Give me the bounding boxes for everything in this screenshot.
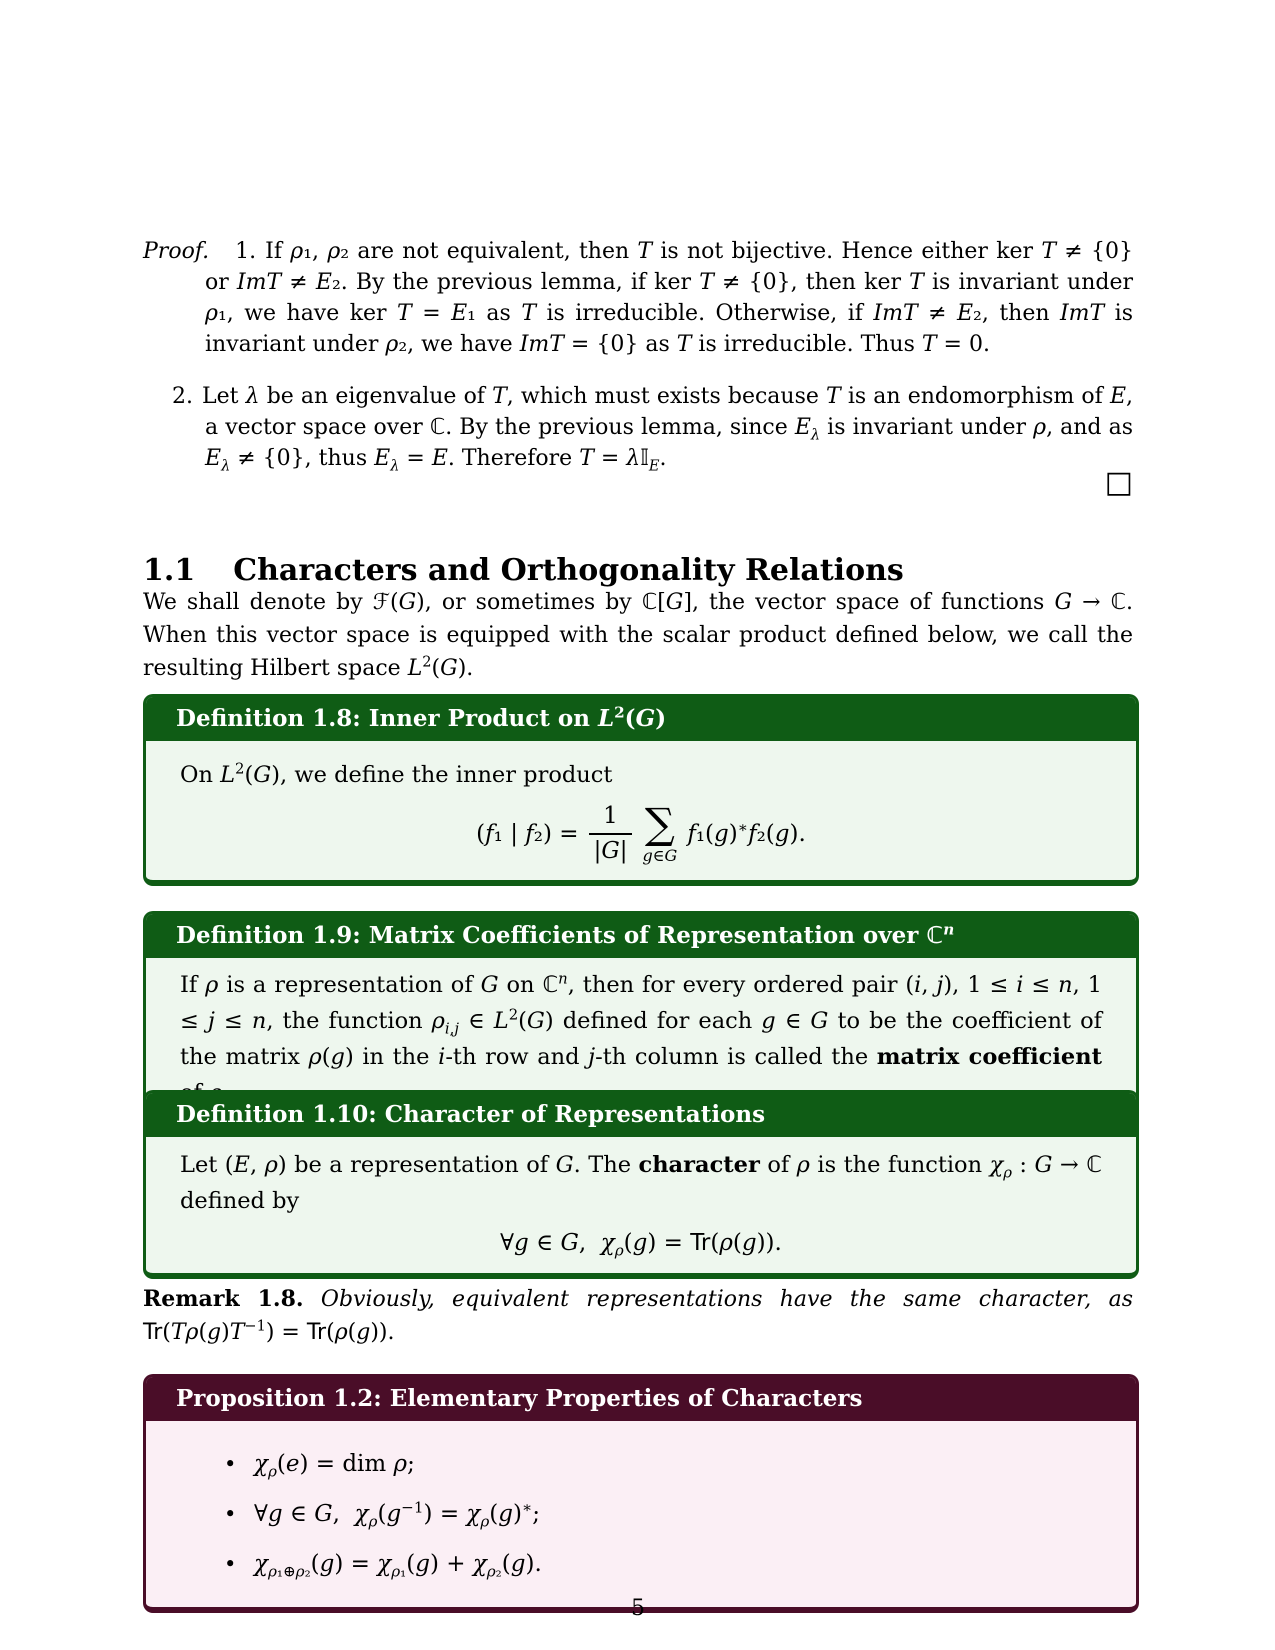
summation-index: g∈G — [642, 846, 678, 865]
section-number: 1.1 — [143, 552, 196, 588]
fraction-numerator: 1 — [603, 803, 618, 830]
page-number: 5 — [631, 1596, 645, 1621]
proposition-bullet-list — [180, 1437, 1102, 1591]
character-equation: ∀g ∈ G, $\chi_\rho(g) = Tr(\rho(g))$. — [500, 1230, 782, 1260]
proof — [143, 236, 1133, 474]
definition-1-10-body — [146, 1137, 1136, 1273]
proof-item-1 — [143, 236, 1133, 360]
proposition-bullet-2: • ∀g ∈ G, $\chi_\rho(g^{-1}) = \chi_\rho(g)^∗$; — [254, 1497, 1102, 1531]
definition-1-9-title: Definition 1.9: Matrix Coefficients of Representation over ℂ$^n$ — [146, 914, 1136, 958]
section-title: Characters and Orthogonality Relations — [233, 552, 904, 588]
intro-paragraph: We shall denote by ℱ(G), or sometimes by ℂ[G], the vector space of functions G → ℂ. When this vector space is equipped with the scalar product defined below, we call the resulting Hilbert space $L^2(G)$. — [143, 590, 1133, 681]
definition-1-8-body — [146, 741, 1136, 880]
definition-1-8-title: Definition 1.8: Inner Product on $L^2(G)$ — [146, 697, 1136, 741]
remark-label: Remark 1.8. — [143, 1286, 304, 1312]
equation-lhs: (f₁ | f₂) = — [476, 820, 579, 847]
proposition-bullet-3: • $\chi_{\rho_1\oplus\rho_2}(g) = \chi_{\rho_1}(g) + \chi_{\rho_2}(g)$. — [254, 1547, 1102, 1581]
definition-1-8-intro: On $L^2(G)$, we define the inner product — [180, 759, 613, 788]
fraction-denominator: |G| — [589, 833, 633, 864]
proposition-1-2-body — [146, 1421, 1136, 1607]
definition-box-1-8 — [143, 694, 1139, 886]
proposition-bullet-1: • $\chi_\rho(e)$ = dim ρ; — [254, 1447, 1102, 1481]
equation-rhs: f₁(g)∗f₂(g). — [687, 817, 806, 847]
proof-item-2-text: Let λ be an eigenvalue of T, which must exists because T is an endomorphism of E, a vector space over ℂ. By the previous lemma, since $E_\lambda$ is invariant under ρ, and as $E_\lambda \ne \{0\}$, thus $E_\lambda = E$. Therefore T = λ𝕀$_E$. — [202, 384, 1133, 475]
remark-text: Obviously, equivalent representations have the same character, as $Tr(T\rho(g)T^{-1}) = Tr(\rho(g))$. — [143, 1287, 1134, 1345]
proof-item-2 — [143, 381, 1133, 474]
remark — [143, 1283, 1133, 1349]
proof-item-1-text: If ρ₁, ρ₂ are not equivalent, then T is not bijective. Hence either ker T ≠ {0} or ImT ≠ E₂. By the previous lemma, if ker T ≠ {0}, then ker T is invariant under ρ₁, we have ker T = E₁ as T is irreducible. Otherwise, if ImT ≠ E₂, then ImT is invariant under ρ₂, we have ImT = {0} as T is irreducible. Thus T = 0. — [205, 239, 1134, 357]
definition-1-9-text: If ρ is a representation of G on ℂ$^n$, then for every ordered pair (i, j), 1 ≤ i ≤ n, 1 ≤ j ≤ n, the function $\rho_{i,j}$ ∈ $L^2(G)$ defined for each g ∈ G to be the coefficient of the matrix ρ(g) in the i-th row and j-th column is called the matrix coefficient — [180, 969, 1102, 1070]
fraction — [589, 803, 633, 864]
list-number-1: 1. — [235, 239, 257, 264]
definition-1-10-text: Let (E, ρ) be a representation of G. The character of ρ is the function $\chi_\rho$ : G → ℂ defined by — [180, 1152, 1102, 1214]
list-number-2: 2. — [172, 384, 193, 409]
proposition-box-1-2 — [143, 1374, 1139, 1613]
qed-square: □ — [1104, 465, 1133, 500]
sigma-symbol: ∑ — [644, 799, 675, 848]
inner-product-equation — [180, 799, 1102, 865]
summation — [642, 799, 678, 865]
section-heading — [143, 553, 1133, 588]
proposition-1-2-title: Proposition 1.2: Elementary Properties of Characters — [146, 1377, 1136, 1421]
proof-label: Proof. — [143, 239, 210, 264]
definition-1-10-title: Definition 1.10: Character of Representations — [146, 1093, 1136, 1137]
definition-box-1-10 — [143, 1090, 1139, 1279]
